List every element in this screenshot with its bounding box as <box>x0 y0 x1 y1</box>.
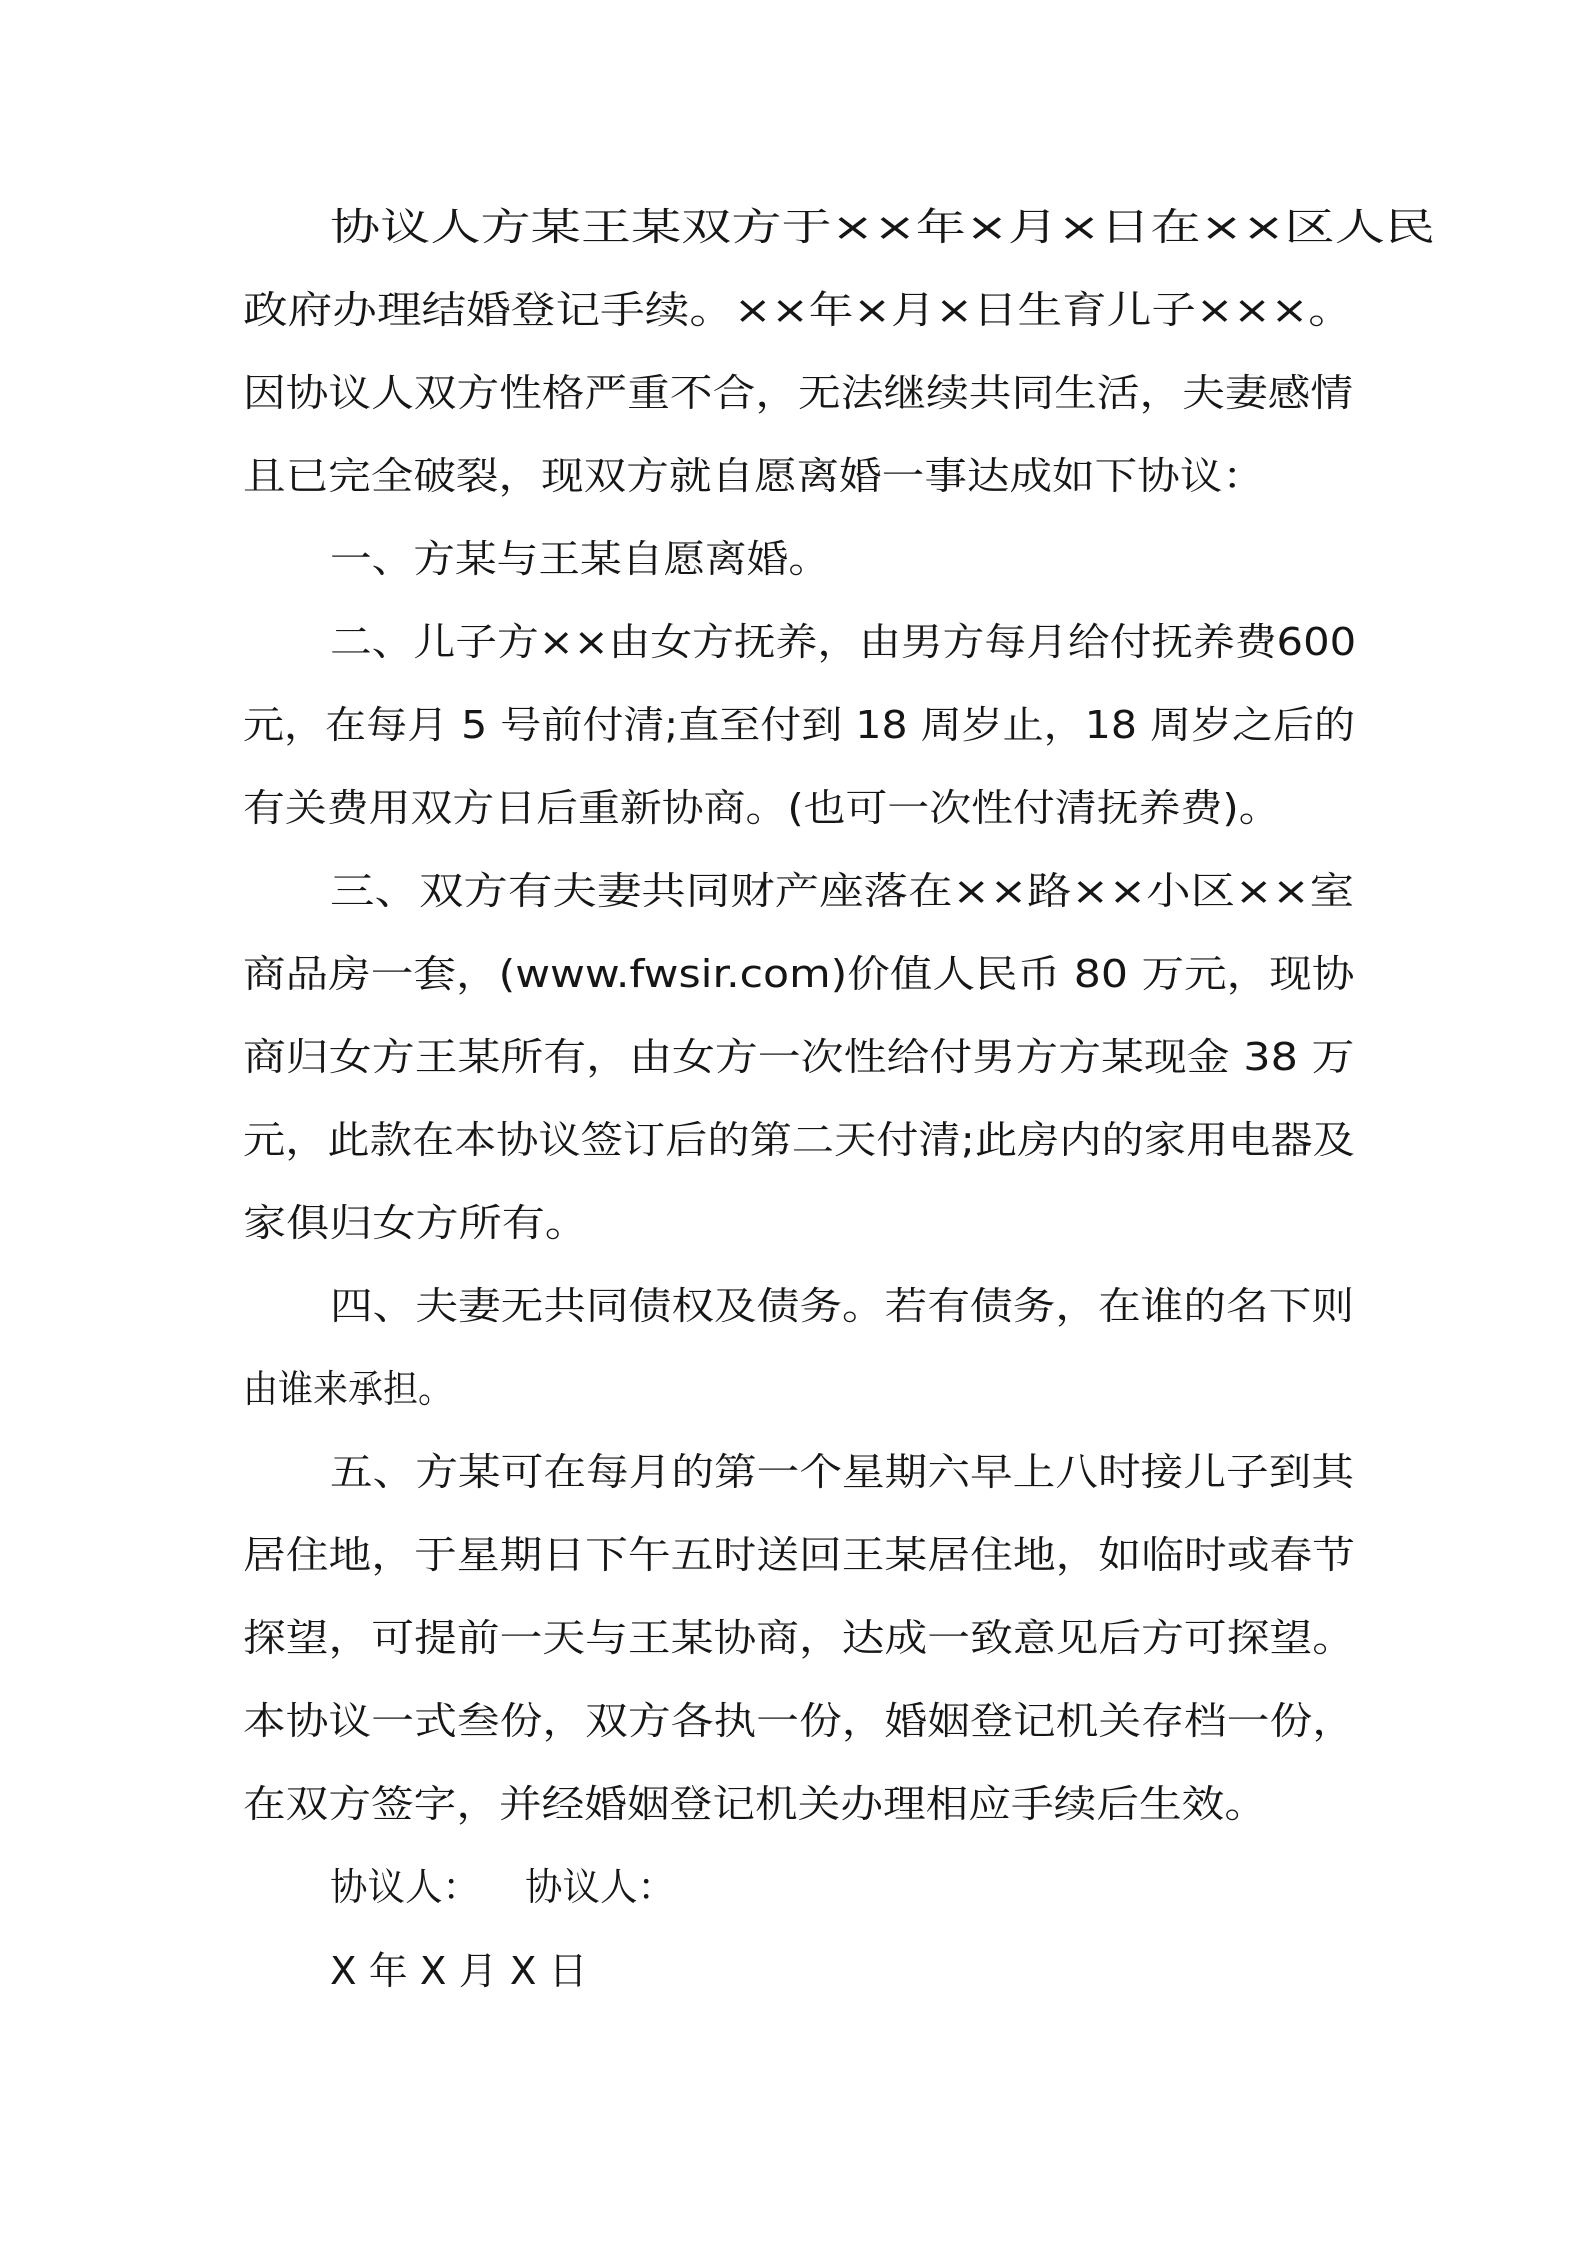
paragraph-line: 四、夫妻无共同债权及债务。若有债务，在谁的名下则 <box>330 1284 1355 1328</box>
paragraph-line: 由谁来承担。 <box>243 1367 454 1411</box>
paragraph-line: 一、方某与王某自愿离婚。 <box>330 537 831 581</box>
paragraph-line: 元，此款在本协议签订后的第二天付清;此房内的家用电器及 <box>243 1118 1355 1162</box>
paragraph-line: 且已完全破裂，现双方就自愿离婚一事达成如下协议： <box>243 454 1266 498</box>
paragraph-line: 家俱归女方所有。 <box>243 1201 589 1245</box>
paragraph-line: 探望，可提前一天与王某协商，达成一致意见后方可探望。 <box>243 1616 1356 1660</box>
paragraph-line: 政府办理结婚登记手续。××年×月×日生育儿子×××。 <box>243 288 1353 332</box>
paragraph-line: 五、方某可在每月的第一个星期六早上八时接儿子到其 <box>330 1450 1355 1494</box>
paragraph-line: 本协议一式叁份，双方各执一份，婚姻登记机关存档一份， <box>243 1699 1356 1743</box>
signature-party-b-label: 协议人： <box>525 1865 676 1909</box>
signature-party-a-label: 协议人： <box>330 1865 481 1909</box>
paragraph-line: 商归女方王某所有，由女方一次性给付男方方某现金 38 万 <box>243 1035 1355 1079</box>
paragraph-line: 三、双方有夫妻共同财产座落在××路××小区××室 <box>330 869 1355 913</box>
paragraph-line: 协议人方某王某双方于××年×月×日在××区人民 <box>330 205 1436 249</box>
paragraph-line: 商品房一套，(www.fwsir.com)价值人民币 80 万元，现协 <box>243 952 1355 996</box>
date-line: X 年 X 月 X 日 <box>330 1949 588 1993</box>
paragraph-line: 在双方签字，并经婚姻登记机关办理相应手续后生效。 <box>243 1782 1268 1826</box>
paragraph-line: 居住地，于星期日下午五时送回王某居住地，如临时或春节 <box>243 1533 1356 1577</box>
paragraph-line: 有关费用双方日后重新协商。(也可一次性付清抚养费)。 <box>243 786 1281 830</box>
paragraph-line: 因协议人双方性格严重不合，无法继续共同生活，夫妻感情 <box>243 371 1354 415</box>
paragraph-line: 二、儿子方××由女方抚养，由男方每月给付抚养费600 <box>330 620 1357 664</box>
paragraph-line: 元，在每月 5 号前付清;直至付到 18 周岁止，18 周岁之后的 <box>243 703 1356 747</box>
